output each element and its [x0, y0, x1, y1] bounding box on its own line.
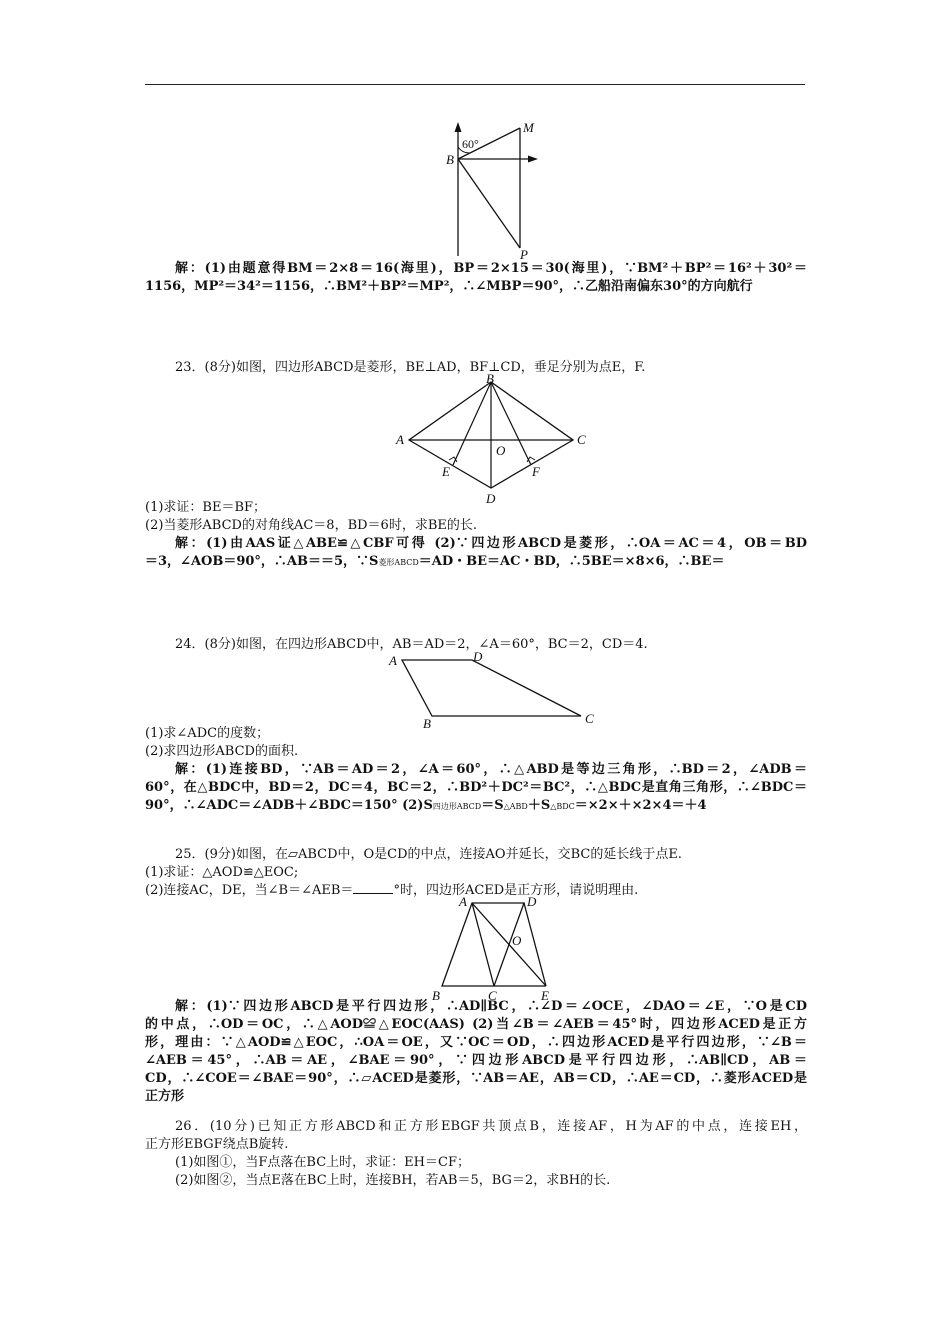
q24-part2: (2)求四边形ABCD的面积.	[145, 744, 299, 759]
q26-stem-line1: 26．(10分)已知正方形ABCD和正方形EBGF共顶点B，连接AF，H为AF的中点，连接EH，	[175, 1119, 807, 1134]
fig2-label-C: C	[577, 432, 586, 447]
fig2-label-O: O	[496, 443, 506, 458]
q24-solution-line3: 90°，∴∠ADC＝∠ADB＋∠BDC＝150° (2)S四边形ABCD＝S△ABD＋S△BDC＝×2×＋×2×4＝＋4	[145, 798, 707, 813]
q25-solution-line5: CD，∴∠COE＝∠BAE＝90°，∴▱ACED是菱形，∵AB＝AE，AB＝CD，∴AE＝CD，∴菱形ACED是	[145, 1071, 807, 1086]
fig4-label-B: B	[432, 988, 440, 1003]
figure-quadrilateral	[383, 650, 603, 732]
fig2-label-D: D	[486, 491, 496, 506]
fig3-label-C: C	[585, 711, 594, 726]
q24-part1: (1)求∠ADC的度数；	[145, 726, 270, 741]
q22-solution-line2: 1156，MP²＝34²＝1156，∴BM²＋BP²＝MP²，∴∠MBP＝90°，∴乙船沿南偏东30°的方向航行	[145, 279, 753, 294]
q25-stem: 25．(9分)如图，在▱ABCD中，O是CD的中点，连接AO并延长，交BC的延长线于点E.	[175, 847, 682, 862]
fig2-label-A: A	[396, 432, 404, 447]
fig1-label-B: B	[446, 152, 454, 167]
header-rule	[145, 84, 805, 85]
q23-part1: (1)求证：BE＝BF；	[145, 500, 267, 515]
fig1-label-M: M	[523, 120, 534, 135]
fig2-label-F: F	[532, 464, 540, 479]
q23-solution-line2: ＝3，∠AOB＝90°，∴AB＝＝5，∵S菱形ABCD＝AD・BE＝AC・BD，∴5BE＝×8×6，∴BE＝	[145, 554, 725, 569]
q25-solution-line3: 形，理由：∵△AOD≌△EOC，∴OA＝OE，又∵OC＝OD，∴四边形ACED是平行四边形，∵∠B＝	[145, 1035, 807, 1050]
q25-part2: (2)连接AC，DE，当∠B＝∠AEB＝ °时，四边形ACED是正方形，请说明理由.	[145, 883, 639, 898]
q24-stem: 24．(8分)如图，在四边形ABCD中，AB＝AD＝2，∠A＝60°，BC＝2，CD＝4.	[175, 637, 648, 652]
q25-solution-line4: ∠AEB＝45°，∴AB＝AE，∠BAE＝90°，∵四边形ABCD是平行四边形，∴AB∥CD，AB＝	[145, 1053, 807, 1068]
fig3-label-B: B	[423, 716, 431, 731]
fig4-label-E: E	[541, 988, 549, 1003]
fig3-label-A: A	[389, 653, 397, 668]
q26-part2: (2)如图②，当点E落在BC上时，连接BH，若AB＝5，BG＝2，求BH的长.	[175, 1173, 611, 1188]
q22-solution-line1: 解：(1)由题意得BM＝2×8＝16(海里)，BP＝2×15＝30(海里)，∵BM²＋BP²＝16²＋30²＝	[175, 261, 807, 276]
fig1-angle-label: 60°	[462, 137, 479, 151]
q26-stem-line2: 正方形EBGF绕点B旋转.	[145, 1137, 289, 1152]
q25-solution-line1: 解：(1)∵四边形ABCD是平行四边形，∴AD∥BC，∴∠D＝∠OCE，∠DAO＝∠E，∵O是CD	[175, 999, 807, 1014]
figure-rhombus	[390, 372, 595, 507]
figure-bearing	[440, 118, 550, 260]
q25-solution-line6: 正方形	[145, 1089, 185, 1104]
q26-part1: (1)如图①，当F点落在BC上时，求证：EH＝CF；	[175, 1155, 470, 1170]
q24-solution-line1: 解：(1)连接BD，∵AB＝AD＝2，∠A＝60°，∴△ABD是等边三角形，∴BD＝2，∠ADB＝	[175, 762, 807, 777]
answer-blank[interactable]	[353, 882, 393, 894]
q23-solution-line1: 解：(1)由AAS证△ABE≌△CBF可得 (2)∵四边形ABCD是菱形，∴OA＝AC＝4，OB＝BD	[175, 536, 807, 551]
fig2-label-B: B	[486, 372, 494, 386]
fig4-label-A: A	[459, 894, 467, 909]
fig4-label-D: D	[527, 894, 537, 909]
q23-stem: 23．(8分)如图，四边形ABCD是菱形，BE⊥AD，BF⊥CD，垂足分别为点E，F.	[175, 360, 646, 375]
q25-part1: (1)求证：△AOD≌△EOC;	[145, 865, 299, 880]
fig4-label-O: O	[512, 933, 522, 948]
fig4-label-C: C	[488, 988, 497, 1003]
fig1-label-P: P	[520, 247, 528, 260]
q23-part2: (2)当菱形ABCD的对角线AC＝8，BD＝6时，求BE的长.	[145, 518, 477, 533]
q24-solution-line2: 60°，在△BDC中，BD＝2，DC＝4，BC＝2，∴BD²＋DC²＝BC²，∴△BDC是直角三角形，∴∠BDC＝	[145, 780, 807, 795]
fig2-label-E: E	[442, 464, 450, 479]
fig3-label-D: D	[473, 650, 483, 664]
figure-parallelogram	[428, 893, 563, 1005]
q25-solution-line2: 的中点，∴OD＝OC，∴△AOD≌△EOC(AAS) (2)当∠B＝∠AEB＝45°时，四边形ACED是正方	[145, 1017, 807, 1032]
